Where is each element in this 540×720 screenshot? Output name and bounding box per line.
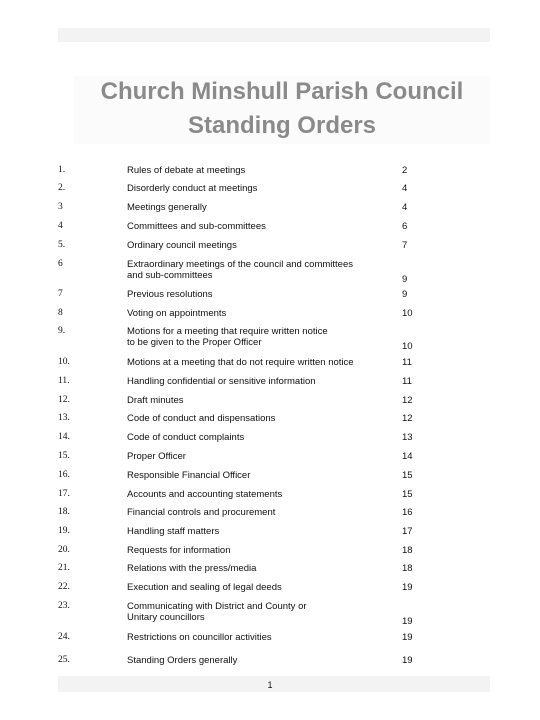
top-band — [58, 28, 490, 42]
toc-item-title — [127, 655, 407, 666]
toc-item-title — [127, 395, 407, 406]
toc-item-number: 22. — [58, 582, 70, 592]
toc-item-title-line1: Accounts and accounting statements — [127, 489, 283, 500]
toc-item-title-line2: to be given to the Proper Officer — [127, 337, 262, 348]
toc-item-title-line1: Voting on appointments — [127, 308, 227, 319]
toc-item-title-line1: Proper Officer — [127, 451, 186, 462]
toc-item-title-line2: Unitary councillors — [127, 612, 205, 623]
toc-item-number: 15. — [58, 451, 70, 461]
toc-item-title-line1: Draft minutes — [127, 395, 184, 406]
toc-item-number: 4 — [58, 221, 63, 231]
toc-item-title-line1: Handling staff matters — [127, 526, 220, 537]
toc-item-title-line1: Financial controls and procurement — [127, 507, 276, 518]
toc-item-title-line1: Motions for a meeting that require written notice — [127, 326, 328, 337]
toc-item-number: 9. — [58, 326, 66, 336]
toc-item-number: 18. — [58, 507, 70, 517]
toc-item-title — [127, 183, 407, 194]
toc-item-page: 18 — [402, 545, 413, 556]
toc-item-page: 19 — [402, 632, 413, 643]
toc-item-title — [127, 357, 407, 368]
toc-item-page: 9 — [402, 274, 408, 285]
toc-item-title — [127, 376, 407, 387]
toc-item-title — [127, 489, 407, 500]
toc-item-number: 2. — [58, 183, 66, 193]
toc-item-page: 9 — [402, 289, 408, 300]
toc-item-title-line1: Disorderly conduct at meetings — [127, 183, 258, 194]
toc-item-page: 10 — [402, 308, 413, 319]
toc-item-title-line1: Extraordinary meetings of the council and committees — [127, 259, 353, 270]
toc-item-title-line1: Ordinary council meetings — [127, 240, 237, 251]
toc-item-title-line1: Motions at a meeting that do not require written notice — [127, 357, 354, 368]
toc-item-title — [127, 632, 407, 643]
toc-item-number: 25. — [58, 655, 70, 665]
toc-item-title-line1: Meetings generally — [127, 202, 207, 213]
toc-item-number: 14. — [58, 432, 70, 442]
toc-item-title — [127, 545, 407, 556]
toc-item-number: 13. — [58, 413, 70, 423]
toc-item-number: 10. — [58, 357, 70, 367]
toc-item-page: 16 — [402, 507, 413, 518]
toc-item-number: 21. — [58, 563, 70, 573]
toc-item-page: 2 — [402, 165, 408, 176]
toc-item-title — [127, 289, 407, 300]
toc-item-title — [127, 432, 407, 443]
toc-item-number: 1. — [58, 165, 66, 175]
toc-item-number: 3 — [58, 202, 63, 212]
toc-item-title-line1: Standing Orders generally — [127, 655, 238, 666]
toc-item-title-line1: Handling confidential or sensitive information — [127, 376, 316, 387]
toc-item-number: 16. — [58, 470, 70, 480]
toc-item-title — [127, 563, 407, 574]
toc-item-title — [127, 526, 407, 537]
toc-item-page: 4 — [402, 202, 408, 213]
toc-item-title — [127, 259, 407, 281]
toc-item-title-line1: Committees and sub-committees — [127, 221, 266, 232]
toc-item-page: 7 — [402, 240, 408, 251]
toc-item-title — [127, 326, 407, 348]
toc-item-title-line1: Communicating with District and County or — [127, 601, 307, 612]
toc-item-title-line1: Restrictions on councillor activities — [127, 632, 272, 643]
toc-item-title — [127, 413, 407, 424]
toc-item-number: 23. — [58, 601, 70, 611]
toc-item-title-line1: Code of conduct complaints — [127, 432, 245, 443]
page-number: 1 — [267, 680, 273, 690]
toc-item-number: 5. — [58, 240, 66, 250]
toc-item-number: 17. — [58, 489, 70, 499]
toc-item-page: 19 — [402, 582, 413, 593]
toc-item-title — [127, 582, 407, 593]
toc-item-title — [127, 240, 407, 251]
toc-item-page: 12 — [402, 413, 413, 424]
toc-item-page: 11 — [402, 376, 412, 387]
toc-item-title-line1: Relations with the press/media — [127, 563, 257, 574]
toc-item-number: 20. — [58, 545, 70, 555]
toc-item-page: 15 — [402, 489, 413, 500]
toc-item-title-line1: Rules of debate at meetings — [127, 165, 246, 176]
toc-item-title — [127, 308, 407, 319]
toc-item-title-line1: Responsible Financial Officer — [127, 470, 251, 481]
toc-item-page: 6 — [402, 221, 408, 232]
toc-item-title-line1: Execution and sealing of legal deeds — [127, 582, 282, 593]
toc-item-page: 17 — [402, 526, 413, 537]
toc-item-page: 18 — [402, 563, 413, 574]
toc-item-number: 6 — [58, 259, 63, 269]
toc-item-number: 7 — [58, 289, 63, 299]
toc-item-title — [127, 221, 407, 232]
toc-item-page: 14 — [402, 451, 413, 462]
toc-item-title — [127, 601, 407, 623]
toc-item-number: 19. — [58, 526, 70, 536]
toc-item-title — [127, 470, 407, 481]
toc-item-page: 4 — [402, 183, 408, 194]
toc-item-number: 8 — [58, 308, 63, 318]
toc-item-title-line2: and sub-committees — [127, 270, 213, 281]
toc-item-number: 11. — [58, 376, 70, 386]
toc-item-title — [127, 451, 407, 462]
toc-item-page: 12 — [402, 395, 413, 406]
toc-item-number: 24. — [58, 632, 70, 642]
document-subtitle: Standing Orders — [187, 112, 377, 139]
toc-item-title-line1: Code of conduct and dispensations — [127, 413, 276, 424]
toc-item-page: 13 — [402, 432, 413, 443]
toc-item-title — [127, 165, 407, 176]
document-title: Church Minshull Parish Council — [100, 78, 464, 105]
toc-item-page: 10 — [402, 341, 413, 352]
toc-item-page: 11 — [402, 357, 412, 368]
toc-item-title — [127, 507, 407, 518]
toc-item-title-line1: Requests for information — [127, 545, 231, 556]
toc-item-page: 19 — [402, 655, 413, 666]
toc-item-page: 15 — [402, 470, 413, 481]
toc-item-title-line1: Previous resolutions — [127, 289, 213, 300]
toc-item-number: 12. — [58, 395, 70, 405]
toc-item-page: 19 — [402, 616, 413, 627]
toc-item-title — [127, 202, 407, 213]
